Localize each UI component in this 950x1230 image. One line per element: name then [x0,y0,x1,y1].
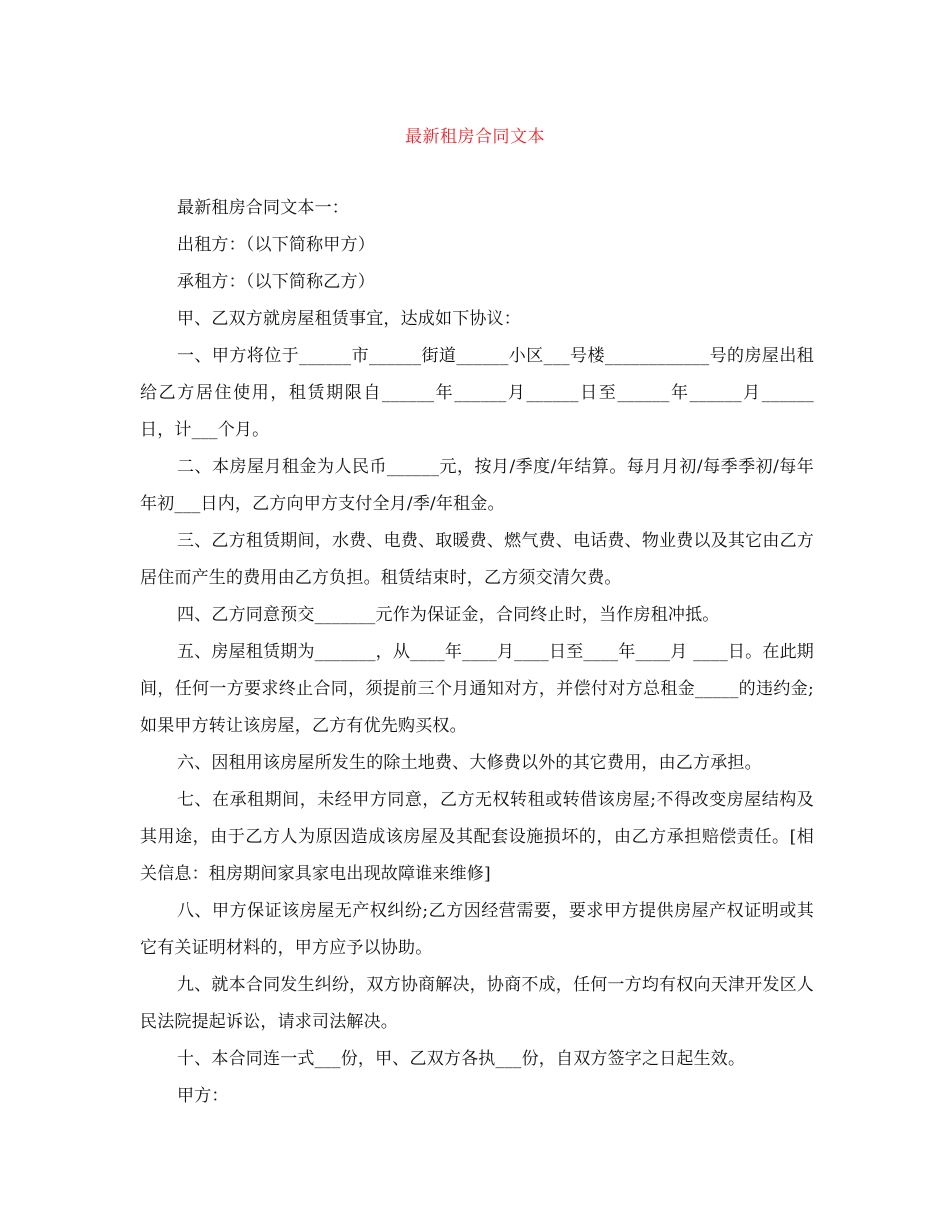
paragraph-lessee: 承租方：（以下简称乙方） [177,272,375,292]
paragraph-intro: 最新租房合同文本一： [177,198,349,218]
clause-7: 七、在承租期间，未经甲方同意，乙方无权转租或转借该房屋;不得改变房屋结构及其用途，由于乙方人为原因造成该房屋及其配套设施损坏的，由乙方承担赔偿责任。[相关信息：租房期间家具家电出现故障谁来维修] [140,790,814,884]
document-body [140,190,814,1115]
clause-2: 二、本房屋月租金为人民币______元，按月/季度/年结算。每月月初/每季季初/每年年初___日内，乙方向甲方支付全月/季/年租金。 [140,457,814,514]
paragraph-lessor: 出租方：（以下简称甲方） [177,235,375,255]
clause-8: 八、甲方保证该房屋无产权纠纷;乙方因经营需要，要求甲方提供房屋产权证明或其它有关证明材料的，甲方应予以协助。 [140,901,814,958]
paragraph-agreement: 甲、乙双方就房屋租赁事宜，达成如下协议： [177,309,521,329]
document-title: 最新租房合同文本 [405,127,545,147]
clause-6: 六、因租用该房屋所发生的除土地费、大修费以外的其它费用，由乙方承担。 [177,753,762,773]
clause-10: 十、本合同连一式___份，甲、乙双方各执___份，自双方签字之日起生效。 [177,1049,746,1069]
clause-4: 四、乙方同意预交_______元作为保证金，合同终止时，当作房租冲抵。 [177,605,720,625]
signature-party-a: 甲方： [177,1086,229,1106]
clause-3: 三、乙方租赁期间，水费、电费、取暖费、燃气费、电话费、物业费以及其它由乙方居住而产生的费用由乙方负担。租赁结束时，乙方须交清欠费。 [140,531,814,588]
clause-1: 一、甲方将位于______市______街道______小区___号楼____________号的房屋出租给乙方居住使用，租赁期限自______年______月______日至______年______月______日，计___个月。 [140,346,814,440]
clause-5: 五、房屋租赁期为_______，从____年____月____日至____年____月 ____日。在此期间，任何一方要求终止合同，须提前三个月通知对方，并偿付对方总租金_____的违约金;如果甲方转让该房屋，乙方有优先购买权。 [140,642,814,736]
clause-9: 九、就本合同发生纠纷，双方协商解决，协商不成，任何一方均有权向天津开发区人民法院提起诉讼，请求司法解决。 [140,975,814,1032]
